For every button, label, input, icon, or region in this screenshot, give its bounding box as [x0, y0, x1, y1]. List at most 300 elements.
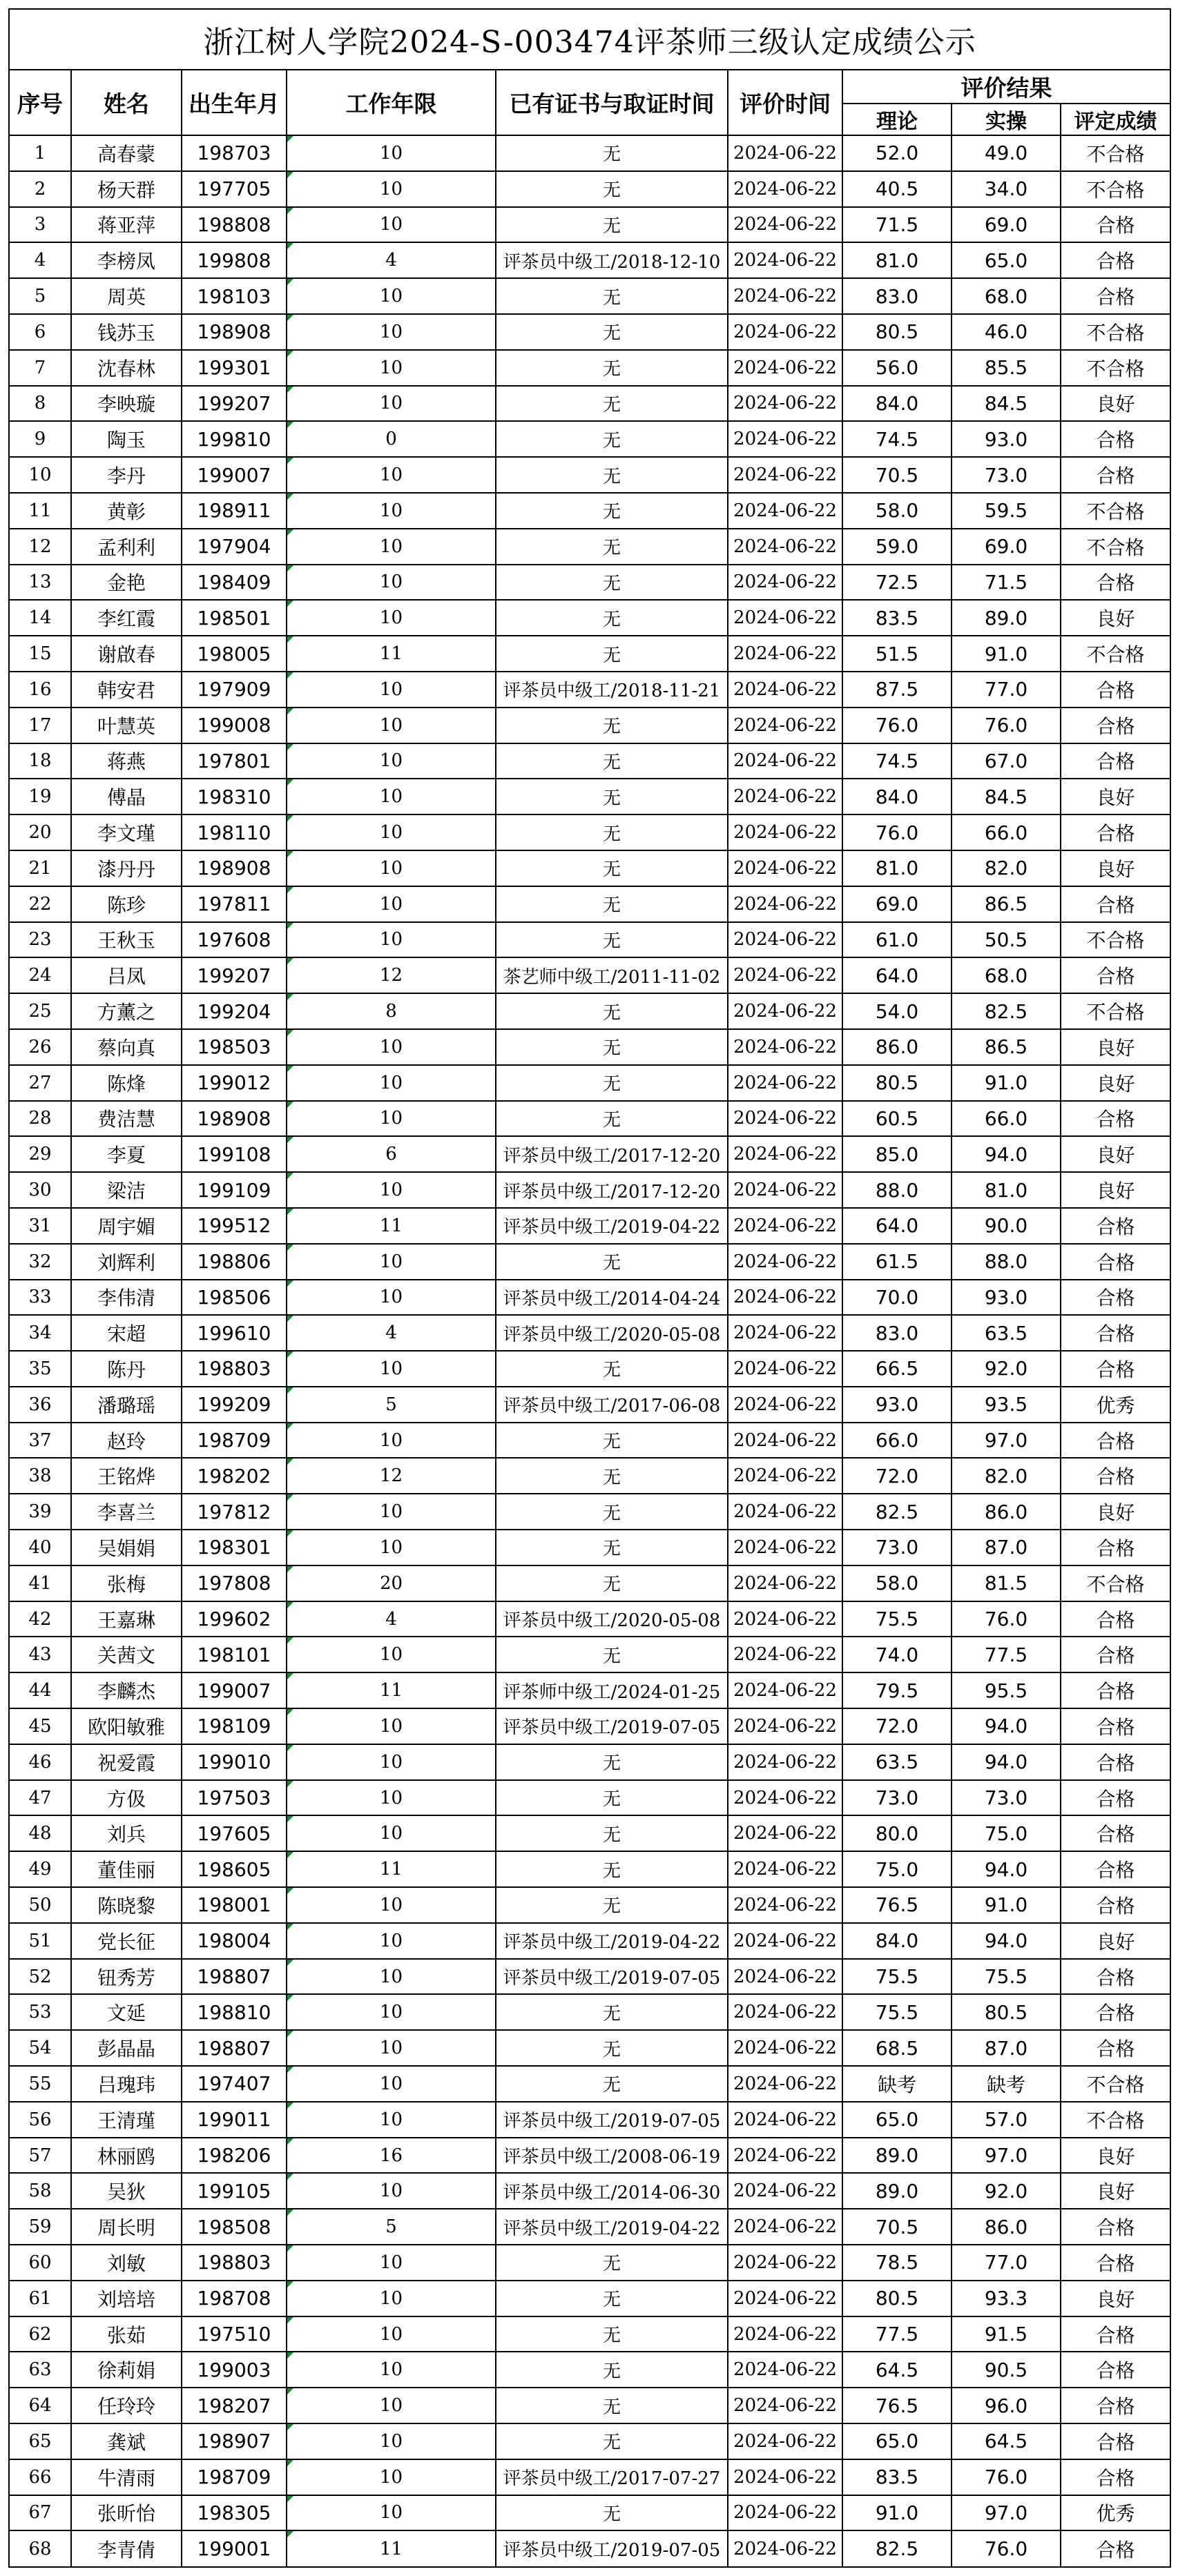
cell-birth: 198911 [182, 493, 287, 529]
cell-marker [287, 1673, 293, 1679]
cell-years [287, 2138, 496, 2174]
cell-grade: 良好 [1061, 600, 1170, 636]
table-row [9, 1065, 1170, 1101]
cell-eval-date: 2024-06-22 [728, 2102, 842, 2138]
cell-years [287, 1530, 496, 1565]
cell-practice: 65.0 [952, 242, 1061, 278]
cell-name: 吕凤 [71, 957, 182, 993]
cell-cert: 评茶员中级工/2019-04-22 [496, 1923, 728, 1959]
cell-name: 周英 [71, 278, 182, 314]
cell-eval-date: 2024-06-22 [728, 1208, 842, 1244]
cell-birth: 197705 [182, 171, 287, 207]
cell-years-value: 10 [379, 572, 403, 593]
cell-years [287, 850, 496, 886]
cell-name: 张昕怡 [71, 2495, 182, 2531]
cell-theory: 缺考 [842, 2066, 952, 2102]
cell-grade: 合格 [1061, 2030, 1170, 2066]
cell-name: 王清瑾 [71, 2102, 182, 2138]
cell-grade: 良好 [1061, 2138, 1170, 2174]
cell-grade: 合格 [1061, 1780, 1170, 1816]
cell-years-value: 10 [379, 1966, 403, 1987]
cell-cert: 评茶员中级工/2020-05-08 [496, 1315, 728, 1351]
cell-practice: 86.0 [952, 1494, 1061, 1530]
cell-marker [287, 315, 293, 321]
cell-birth: 198301 [182, 1530, 287, 1565]
cell-theory: 91.0 [842, 2495, 952, 2531]
cell-grade: 合格 [1061, 2316, 1170, 2352]
cell-seq: 15 [9, 636, 71, 672]
cell-years-value: 10 [379, 2359, 403, 2381]
cell-eval-date: 2024-06-22 [728, 1923, 842, 1959]
cell-name: 蒋燕 [71, 743, 182, 779]
cell-birth: 199105 [182, 2173, 287, 2209]
cell-practice: 97.0 [952, 2495, 1061, 2531]
cell-name: 李文瑾 [71, 814, 182, 850]
cell-practice: 57.0 [952, 2102, 1061, 2138]
cell-years-value: 11 [379, 1859, 403, 1880]
cell-theory: 77.5 [842, 2316, 952, 2352]
cell-years-value: 10 [379, 750, 403, 772]
cell-years-value: 4 [385, 1323, 397, 1344]
cell-theory: 58.0 [842, 1565, 952, 1601]
cell-practice: 84.5 [952, 779, 1061, 814]
table-row [9, 278, 1170, 314]
cell-marker [287, 1924, 293, 1930]
cell-marker [287, 2460, 293, 2466]
cell-birth: 197904 [182, 529, 287, 565]
cell-seq: 41 [9, 1565, 71, 1601]
cell-name: 漆丹丹 [71, 850, 182, 886]
cell-years-value: 10 [379, 893, 403, 915]
cell-eval-date: 2024-06-22 [728, 350, 842, 386]
cell-theory: 40.5 [842, 171, 952, 207]
cell-eval-date: 2024-06-22 [728, 2423, 842, 2459]
cell-years [287, 672, 496, 708]
cell-years-value: 10 [379, 1501, 403, 1523]
cell-eval-date: 2024-06-22 [728, 1887, 842, 1923]
cell-theory: 60.5 [842, 1101, 952, 1137]
cell-practice: 77.5 [952, 1637, 1061, 1672]
table-row [9, 1744, 1170, 1780]
cell-grade: 良好 [1061, 1172, 1170, 1208]
cell-grade: 不合格 [1061, 1565, 1170, 1601]
cell-years [287, 1208, 496, 1244]
cell-grade: 合格 [1061, 1280, 1170, 1316]
cell-grade: 良好 [1061, 2173, 1170, 2209]
cell-years [287, 2209, 496, 2245]
cell-years [287, 1136, 496, 1172]
cell-practice: 94.0 [952, 1923, 1061, 1959]
cell-theory: 51.5 [842, 636, 952, 672]
table-row [9, 1387, 1170, 1423]
cell-practice: 91.5 [952, 2316, 1061, 2352]
cell-cert: 无 [496, 529, 728, 565]
cell-grade: 良好 [1061, 1029, 1170, 1065]
cell-birth: 198503 [182, 1029, 287, 1065]
cell-grade: 不合格 [1061, 350, 1170, 386]
cell-birth: 198605 [182, 1851, 287, 1887]
cell-theory: 65.0 [842, 2102, 952, 2138]
cell-seq: 1 [9, 135, 71, 171]
cell-eval-date: 2024-06-22 [728, 242, 842, 278]
cell-name: 文延 [71, 1994, 182, 2030]
cell-eval-date: 2024-06-22 [728, 814, 842, 850]
cell-eval-date: 2024-06-22 [728, 2209, 842, 2245]
cell-cert: 无 [496, 1458, 728, 1494]
cell-name: 赵玲 [71, 1423, 182, 1458]
cell-cert: 评茶员中级工/2017-12-20 [496, 1172, 728, 1208]
cell-theory: 85.0 [842, 1136, 952, 1172]
cell-cert: 无 [496, 1637, 728, 1672]
cell-years-value: 10 [379, 2073, 403, 2094]
cell-grade: 良好 [1061, 779, 1170, 814]
cell-years-value: 10 [379, 679, 403, 700]
cell-marker [287, 1316, 293, 1322]
cell-name: 彭晶晶 [71, 2030, 182, 2066]
cell-practice: 76.0 [952, 1601, 1061, 1637]
cell-eval-date: 2024-06-22 [728, 600, 842, 636]
cell-marker [287, 2031, 293, 2037]
cell-cert: 无 [496, 600, 728, 636]
cell-grade: 不合格 [1061, 993, 1170, 1029]
cell-cert: 无 [496, 278, 728, 314]
cell-years-value: 10 [379, 1930, 403, 1951]
table-row [9, 2245, 1170, 2281]
cell-name: 蔡向真 [71, 1029, 182, 1065]
table-row [9, 171, 1170, 207]
cell-marker [287, 601, 293, 607]
cell-theory: 66.5 [842, 1351, 952, 1387]
cell-practice: 89.0 [952, 600, 1061, 636]
cell-years [287, 565, 496, 601]
cell-birth: 197510 [182, 2316, 287, 2352]
table-row [9, 922, 1170, 958]
cell-birth: 198409 [182, 565, 287, 601]
cell-seq: 39 [9, 1494, 71, 1530]
cell-seq: 4 [9, 242, 71, 278]
cell-seq: 54 [9, 2030, 71, 2066]
cell-theory: 76.5 [842, 2388, 952, 2423]
cell-birth: 198109 [182, 1708, 287, 1744]
cell-marker [287, 136, 293, 142]
cell-eval-date: 2024-06-22 [728, 1172, 842, 1208]
cell-practice: 64.5 [952, 2423, 1061, 2459]
cell-practice: 80.5 [952, 1994, 1061, 2030]
cell-name: 刘辉利 [71, 1244, 182, 1280]
cell-years [287, 1065, 496, 1101]
cell-years [287, 493, 496, 529]
table-row [9, 2173, 1170, 2209]
cell-marker [287, 1781, 293, 1787]
cell-practice: 34.0 [952, 171, 1061, 207]
cell-practice: 73.0 [952, 1780, 1061, 1816]
cell-eval-date: 2024-06-22 [728, 207, 842, 243]
cell-birth: 199109 [182, 1172, 287, 1208]
cell-birth: 198202 [182, 1458, 287, 1494]
cell-eval-date: 2024-06-22 [728, 1244, 842, 1280]
cell-birth: 198508 [182, 2209, 287, 2245]
cell-grade: 合格 [1061, 207, 1170, 243]
cell-grade: 不合格 [1061, 2102, 1170, 2138]
cell-seq: 7 [9, 350, 71, 386]
cell-years [287, 886, 496, 922]
cell-practice: 86.5 [952, 886, 1061, 922]
table-row [9, 2352, 1170, 2388]
cell-theory: 52.0 [842, 135, 952, 171]
cell-years [287, 922, 496, 958]
cell-seq: 21 [9, 850, 71, 886]
cell-cert: 茶艺师中级工/2011-11-02 [496, 957, 728, 993]
cell-eval-date: 2024-06-22 [728, 672, 842, 708]
cell-theory: 80.5 [842, 314, 952, 350]
cell-eval-date: 2024-06-22 [728, 314, 842, 350]
cell-name: 潘璐瑶 [71, 1387, 182, 1423]
cell-name: 沈春林 [71, 350, 182, 386]
table-row [9, 2281, 1170, 2316]
cell-seq: 23 [9, 922, 71, 958]
cell-name: 刘敏 [71, 2245, 182, 2281]
cell-theory: 74.5 [842, 421, 952, 457]
cell-theory: 66.0 [842, 1423, 952, 1458]
cell-eval-date: 2024-06-22 [728, 1494, 842, 1530]
cell-grade: 合格 [1061, 1244, 1170, 1280]
cell-name: 李青倩 [71, 2530, 182, 2567]
table-row [9, 1923, 1170, 1959]
cell-name: 牛清雨 [71, 2459, 182, 2495]
cell-cert: 无 [496, 2316, 728, 2352]
cell-eval-date: 2024-06-22 [728, 779, 842, 814]
cell-marker [287, 494, 293, 500]
table-row [9, 1637, 1170, 1672]
cell-name: 钱苏玉 [71, 314, 182, 350]
cell-marker [287, 2317, 293, 2323]
cell-grade: 合格 [1061, 2388, 1170, 2423]
cell-years-value: 10 [379, 1894, 403, 1915]
cell-years [287, 814, 496, 850]
table-row [9, 2209, 1170, 2245]
table-row [9, 743, 1170, 779]
cell-practice: 68.0 [952, 278, 1061, 314]
table-row [9, 1244, 1170, 1280]
cell-years [287, 314, 496, 350]
cell-eval-date: 2024-06-22 [728, 565, 842, 601]
cell-theory: 76.5 [842, 1887, 952, 1923]
cell-name: 李丹 [71, 457, 182, 493]
cell-cert: 无 [496, 1780, 728, 1816]
cell-birth: 197812 [182, 1494, 287, 1530]
header-name: 姓名 [71, 70, 182, 135]
cell-seq: 61 [9, 2281, 71, 2316]
cell-eval-date: 2024-06-22 [728, 457, 842, 493]
cell-years-value: 4 [385, 1608, 397, 1630]
title-row [9, 9, 1170, 70]
cell-name: 王秋玉 [71, 922, 182, 958]
cell-name: 王铭烨 [71, 1458, 182, 1494]
cell-theory: 64.0 [842, 1208, 952, 1244]
cell-years-value: 12 [379, 965, 403, 986]
cell-name: 李红霞 [71, 600, 182, 636]
cell-years [287, 1851, 496, 1887]
cell-eval-date: 2024-06-22 [728, 2459, 842, 2495]
cell-years [287, 2352, 496, 2388]
cell-seq: 55 [9, 2066, 71, 2102]
cell-years [287, 636, 496, 672]
cell-eval-date: 2024-06-22 [728, 2030, 842, 2066]
cell-grade: 合格 [1061, 2209, 1170, 2245]
cell-seq: 8 [9, 386, 71, 422]
cell-eval-date: 2024-06-22 [728, 1851, 842, 1887]
cell-name: 龚斌 [71, 2423, 182, 2459]
cell-cert: 无 [496, 1494, 728, 1530]
cell-years [287, 242, 496, 278]
cell-seq: 34 [9, 1315, 71, 1351]
cell-years [287, 1351, 496, 1387]
cell-marker [287, 1995, 293, 2001]
cell-theory: 83.0 [842, 1315, 952, 1351]
cell-cert: 评茶员中级工/2017-07-27 [496, 2459, 728, 2495]
cell-seq: 49 [9, 1851, 71, 1887]
cell-birth: 198709 [182, 2459, 287, 2495]
cell-years-value: 10 [379, 1036, 403, 1057]
cell-eval-date: 2024-06-22 [728, 1815, 842, 1851]
cell-practice: 49.0 [952, 135, 1061, 171]
table-row [9, 957, 1170, 993]
cell-practice: 82.5 [952, 993, 1061, 1029]
cell-years-value: 16 [379, 2145, 403, 2166]
cell-years [287, 1101, 496, 1137]
cell-seq: 16 [9, 672, 71, 708]
table-row [9, 1172, 1170, 1208]
cell-eval-date: 2024-06-22 [728, 1601, 842, 1637]
cell-name: 钮秀芳 [71, 1959, 182, 1995]
cell-cert: 无 [496, 779, 728, 814]
cell-marker [287, 1530, 293, 1536]
cell-eval-date: 2024-06-22 [728, 529, 842, 565]
cell-seq: 36 [9, 1387, 71, 1423]
cell-years [287, 1423, 496, 1458]
cell-years [287, 1172, 496, 1208]
cell-practice: 66.0 [952, 814, 1061, 850]
cell-grade: 合格 [1061, 1815, 1170, 1851]
cell-grade: 合格 [1061, 2530, 1170, 2567]
cell-grade: 合格 [1061, 1959, 1170, 1995]
cell-theory: 73.0 [842, 1780, 952, 1816]
cell-eval-date: 2024-06-22 [728, 708, 842, 743]
cell-years-value: 10 [379, 357, 403, 378]
cell-eval-date: 2024-06-22 [728, 135, 842, 171]
cell-seq: 44 [9, 1672, 71, 1708]
cell-birth: 198110 [182, 814, 287, 850]
cell-years-value: 10 [379, 2109, 403, 2130]
cell-cert: 无 [496, 850, 728, 886]
cell-cert: 评茶员中级工/2019-07-05 [496, 2530, 728, 2567]
cell-seq: 57 [9, 2138, 71, 2174]
cell-years [287, 708, 496, 743]
header-years: 工作年限 [287, 70, 496, 135]
cell-marker [287, 672, 293, 679]
cell-theory: 54.0 [842, 993, 952, 1029]
table-row [9, 207, 1170, 243]
cell-birth: 198810 [182, 1994, 287, 2030]
header-cert: 已有证书与取证时间 [496, 70, 728, 135]
cell-name: 林丽鸥 [71, 2138, 182, 2174]
cell-seq: 3 [9, 207, 71, 243]
table-row [9, 886, 1170, 922]
cell-grade: 合格 [1061, 886, 1170, 922]
cell-birth: 198506 [182, 1280, 287, 1316]
cell-theory: 89.0 [842, 2138, 952, 2174]
cell-years-value: 10 [379, 1430, 403, 1451]
cell-years-value: 10 [379, 1823, 403, 1844]
table-row [9, 814, 1170, 850]
cell-seq: 25 [9, 993, 71, 1029]
cell-cert: 无 [496, 1744, 728, 1780]
cell-grade: 合格 [1061, 2245, 1170, 2281]
cell-grade: 合格 [1061, 1601, 1170, 1637]
cell-cert: 无 [496, 207, 728, 243]
table-row [9, 1029, 1170, 1065]
results-table [8, 8, 1171, 2568]
cell-name: 陈丹 [71, 1351, 182, 1387]
cell-seq: 64 [9, 2388, 71, 2423]
cell-cert: 无 [496, 743, 728, 779]
cell-years [287, 2102, 496, 2138]
cell-seq: 46 [9, 1744, 71, 1780]
cell-theory: 76.0 [842, 708, 952, 743]
cell-name: 张茹 [71, 2316, 182, 2352]
cell-years [287, 2245, 496, 2281]
cell-name: 关茜文 [71, 1637, 182, 1672]
table-row [9, 1351, 1170, 1387]
cell-grade: 合格 [1061, 1851, 1170, 1887]
cell-practice: 75.5 [952, 1959, 1061, 1995]
cell-years-value: 10 [379, 714, 403, 736]
cell-practice: 94.0 [952, 1851, 1061, 1887]
cell-seq: 24 [9, 957, 71, 993]
cell-eval-date: 2024-06-22 [728, 1637, 842, 1672]
cell-years-value: 5 [385, 1394, 397, 1415]
cell-marker [287, 1602, 293, 1608]
cell-seq: 31 [9, 1208, 71, 1244]
cell-marker [287, 208, 293, 214]
cell-theory: 56.0 [842, 350, 952, 386]
cell-seq: 59 [9, 2209, 71, 2245]
table-row [9, 314, 1170, 350]
cell-marker [287, 851, 293, 857]
cell-practice: 97.0 [952, 2138, 1061, 2174]
cell-theory: 58.0 [842, 493, 952, 529]
cell-seq: 32 [9, 1244, 71, 1280]
cell-seq: 2 [9, 171, 71, 207]
cell-seq: 27 [9, 1065, 71, 1101]
cell-years [287, 1458, 496, 1494]
cell-years-value: 10 [379, 393, 403, 414]
cell-birth: 197801 [182, 743, 287, 779]
cell-practice: 93.3 [952, 2281, 1061, 2316]
cell-years [287, 2388, 496, 2423]
cell-years [287, 600, 496, 636]
cell-eval-date: 2024-06-22 [728, 886, 842, 922]
cell-years [287, 743, 496, 779]
cell-years [287, 1565, 496, 1601]
cell-practice: 92.0 [952, 2173, 1061, 2209]
cell-seq: 29 [9, 1136, 71, 1172]
table-row [9, 636, 1170, 672]
cell-theory: 74.0 [842, 1637, 952, 1672]
cell-eval-date: 2024-06-22 [728, 1780, 842, 1816]
cell-years-value: 11 [379, 2538, 403, 2559]
header-birth: 出生年月 [182, 70, 287, 135]
